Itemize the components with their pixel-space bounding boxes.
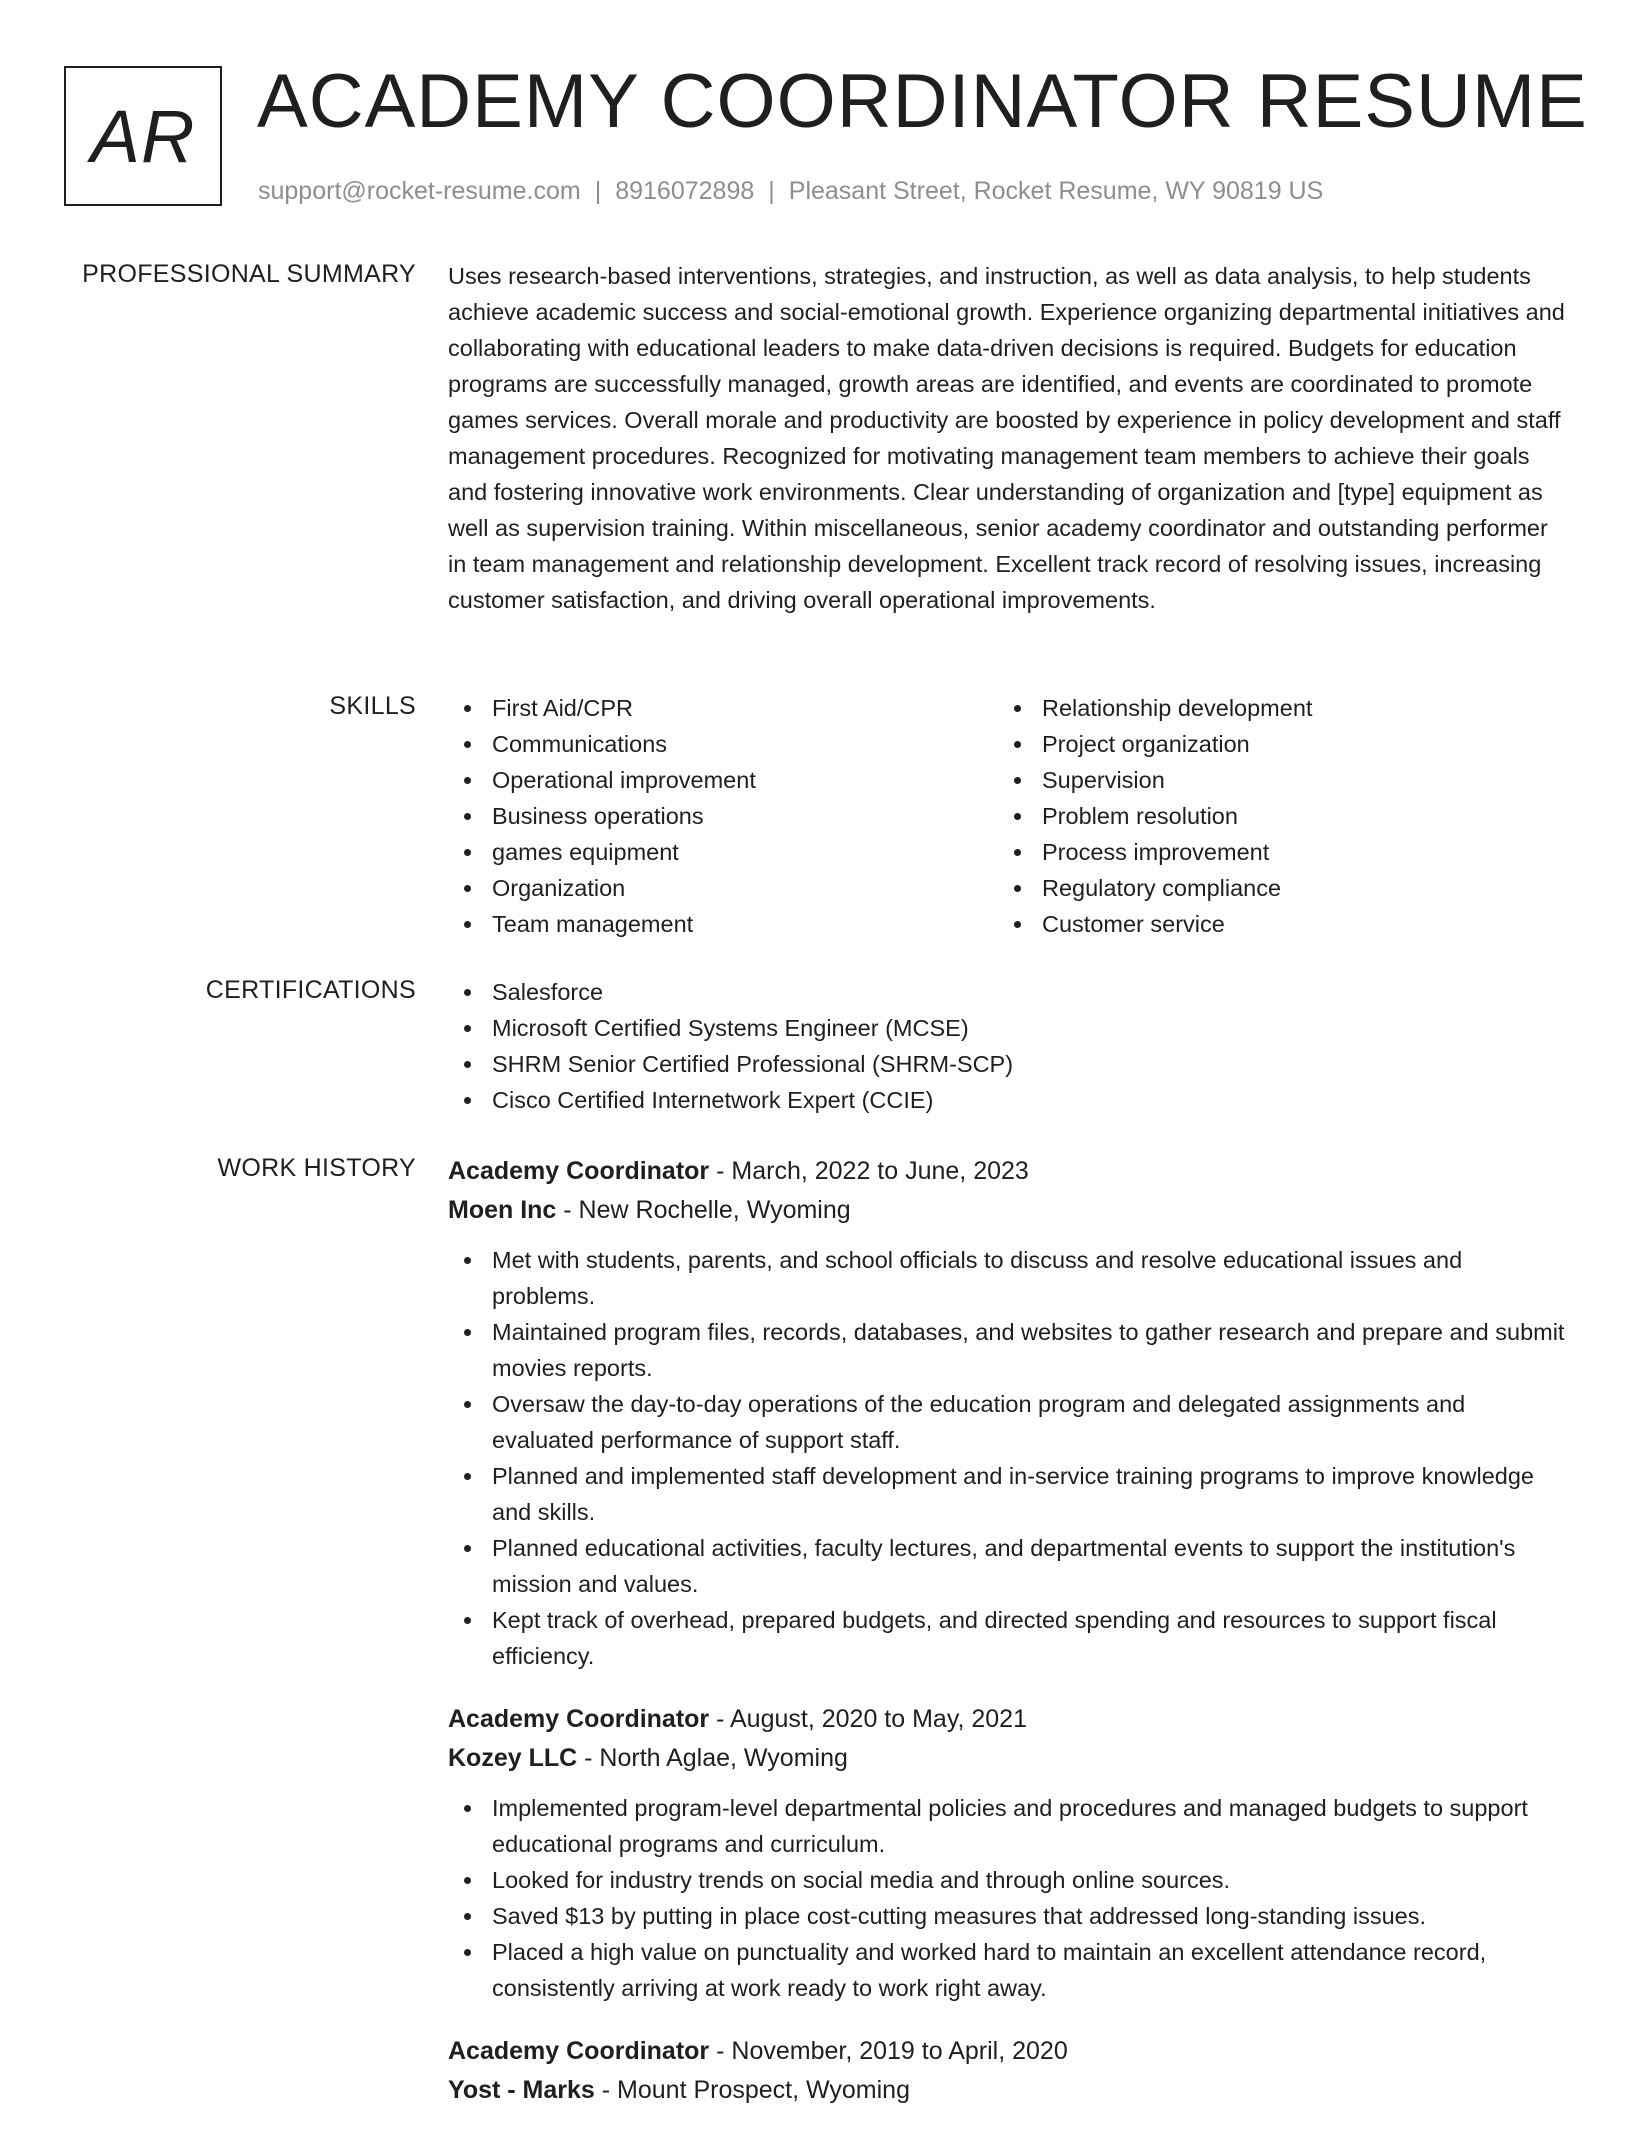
contact-phone[interactable]: 8916072898 [615, 177, 755, 205]
work-history-body [448, 1152, 1570, 2136]
skill-item: Team management [448, 906, 998, 942]
job-duty-item: Maintained program files, records, databases, and websites to gather research and prepare and submit movies reports. [448, 1314, 1570, 1386]
certification-item: Salesforce [448, 974, 1570, 1010]
certifications-body [448, 974, 1570, 1118]
contact-separator: | [594, 177, 602, 205]
job-duty-item: Saved $13 by putting in place cost-cutting measures that addressed long-standing issues. [448, 1898, 1570, 1934]
work-history-heading: WORK HISTORY [217, 1154, 416, 1182]
job-title-line [448, 1700, 1570, 1739]
skill-item: games equipment [448, 834, 998, 870]
summary-body [448, 258, 1570, 618]
certifications-heading: CERTIFICATIONS [205, 976, 416, 1004]
job-duty-item: Implemented program-level departmental policies and procedures and managed budgets to support educational programs and curriculum. [448, 1790, 1570, 1862]
job-company-line [448, 2071, 1570, 2110]
skills-list-left [448, 690, 998, 942]
summary-heading: PROFESSIONAL SUMMARY [82, 260, 416, 288]
skill-item: Problem resolution [998, 798, 1548, 834]
job-duty-item: Met with students, parents, and school officials to discuss and resolve educational issues and problems. [448, 1242, 1570, 1314]
contact-address: Pleasant Street, Rocket Resume, WY 90819 US [788, 177, 1324, 205]
job-duty-item: Looked for industry trends on social media and through online sources. [448, 1862, 1570, 1898]
skill-item: First Aid/CPR [448, 690, 998, 726]
job-company: Yost - Marks [448, 2076, 595, 2104]
job-company: Moen Inc [448, 1196, 557, 1224]
job-duty-item: Planned and implemented staff development and in-service training programs to improve knowledge and skills. [448, 1458, 1570, 1530]
skill-item: Supervision [998, 762, 1548, 798]
skill-item: Relationship development [998, 690, 1548, 726]
contact-email[interactable]: support@rocket-resume.com [258, 177, 581, 205]
contact-line [258, 175, 1323, 207]
job-location: - New Rochelle, Wyoming [556, 1196, 851, 1224]
skill-item: Project organization [998, 726, 1548, 762]
skill-item: Operational improvement [448, 762, 998, 798]
job-location: - North Aglae, Wyoming [577, 1744, 848, 1772]
job-duty-item: Kept track of overhead, prepared budgets, and directed spending and resources to support fiscal efficiency. [448, 1602, 1570, 1674]
skill-item: Communications [448, 726, 998, 762]
job-duties-list [448, 1790, 1570, 2006]
job-entry [448, 2032, 1570, 2110]
job-company: Kozey LLC [448, 1744, 578, 1772]
job-dates: - March, 2022 to June, 2023 [709, 1157, 1029, 1185]
resume-title: ACADEMY COORDINATOR RESUME [257, 59, 1588, 144]
certifications-list [448, 974, 1570, 1118]
skill-item: Business operations [448, 798, 998, 834]
job-dates: - August, 2020 to May, 2021 [709, 1705, 1027, 1733]
job-title-line [448, 2032, 1570, 2071]
job-duty-item: Planned educational activities, faculty lectures, and departmental events to support the institution's mission and values. [448, 1530, 1570, 1602]
certification-item: Cisco Certified Internetwork Expert (CCIE) [448, 1082, 1570, 1118]
job-duties-list [448, 1242, 1570, 1674]
job-duty-item: Placed a high value on punctuality and worked hard to maintain an excellent attendance record, consistently arriving at work ready to work right away. [448, 1934, 1570, 2006]
certification-item: SHRM Senior Certified Professional (SHRM-SCP) [448, 1046, 1570, 1082]
job-dates: - November, 2019 to April, 2020 [709, 2037, 1068, 2065]
skills-columns [448, 690, 1570, 942]
skill-item: Process improvement [998, 834, 1548, 870]
contact-separator: | [768, 177, 775, 205]
summary-text: Uses research-based interventions, strategies, and instruction, as well as data analysis, to help students achieve academic success and social-emotional growth. Experience organizing departmental initiatives and collaborating with educational leaders to make data-driven decisions is required. Budgets for education programs are successfully managed, growth areas are identified, and events are coordinated to promote games services. Overall morale and productivity are boosted by experience in policy development and staff management procedures. Recognized for motivating management team members to achieve their goals and fostering innovative work environments. Clear understanding of organization and [type] equipment as well as supervision training. Within miscellaneous, senior academy coordinator and outstanding performer in team management and relationship development. Excellent track record of resolving issues, increasing customer satisfaction, and driving overall operational improvements. [448, 263, 1565, 613]
job-title: Academy Coordinator [448, 2037, 710, 2065]
job-title: Academy Coordinator [448, 1705, 710, 1733]
skill-item: Organization [448, 870, 998, 906]
skills-heading: SKILLS [329, 692, 416, 720]
job-title-line [448, 1152, 1570, 1191]
job-company-line [448, 1739, 1570, 1778]
job-title: Academy Coordinator [448, 1157, 710, 1185]
monogram-initials: AR [90, 94, 196, 178]
skill-item: Regulatory compliance [998, 870, 1548, 906]
skills-body [448, 690, 1570, 942]
job-duty-item: Oversaw the day-to-day operations of the education program and delegated assignments and evaluated performance of support staff. [448, 1386, 1570, 1458]
skill-item: Customer service [998, 906, 1548, 942]
job-company-line [448, 1191, 1570, 1230]
skills-list-right [998, 690, 1548, 942]
monogram-box [64, 66, 222, 206]
job-entry [448, 1152, 1570, 1674]
certification-item: Microsoft Certified Systems Engineer (MCSE) [448, 1010, 1570, 1046]
job-entry [448, 1700, 1570, 2006]
job-location: - Mount Prospect, Wyoming [594, 2076, 910, 2104]
